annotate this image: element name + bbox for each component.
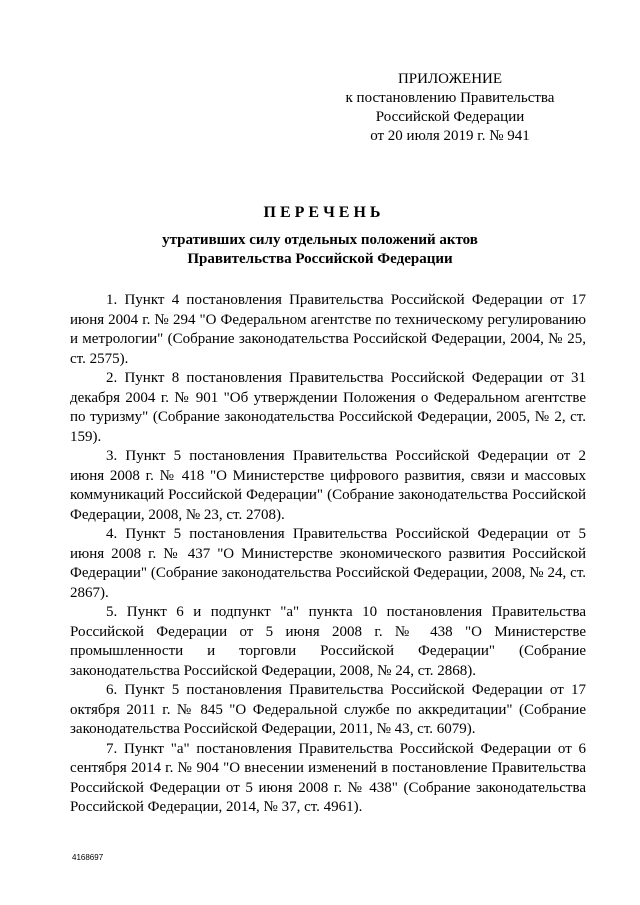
appendix-resolution-line: к постановлению Правительства [345, 90, 555, 106]
appendix-date-number: от 20 июля 2019 г. № 941 [370, 128, 530, 144]
list-item: 2. Пункт 8 постановления Правительства Российской Федерации от 31 декабря 2004 г. № 901 "Об утверждении Положения о Федеральном агентстве по туризму" (Собрание законодательства Российской Федерации, 2005, № 2, ст. 159). [70, 370, 586, 445]
document-subtitle [0, 231, 640, 269]
subtitle-line-2: Правительства Российской Федерации [187, 251, 453, 267]
list-item: 5. Пункт 6 и подпункт "а" пункта 10 постановления Правительства Российской Федерации от 5 июня 2008 г. № 438 "О Министерстве промышленности и торговли Российской Федерации" (Собрание законодательства Российской Федерации, 2008, № 24, ст. 2868). [70, 604, 586, 679]
list-item: 7. Пункт "а" постановления Правительства Российской Федерации от 6 сентября 2014 г. № 904 "О внесении изменений в постановление Правительства Российской Федерации от 5 июня 2008 г. № 438" (Собрание законодательства Российской Федерации, 2014, № 37, ст. 4961). [70, 740, 586, 815]
items-list [70, 291, 586, 818]
list-item: 6. Пункт 5 постановления Правительства Российской Федерации от 17 октября 2011 г. № 845 "О Федеральной службе по аккредитации" (Собрание законодательства Российской Федерации, 2011, № 43, ст. 6079). [70, 682, 586, 737]
subtitle-line-1: утративших силу отдельных положений актов [162, 232, 478, 248]
document-title: ПЕРЕЧЕНЬ [263, 204, 385, 221]
appendix-government-line: Российской Федерации [375, 109, 525, 125]
list-item: 4. Пункт 5 постановления Правительства Российской Федерации от 5 июня 2008 г. № 437 "О Министерстве экономического развития Российской Федерации" (Собрание законодательства Российской Федерации, 2008, № 24, ст. 2867). [70, 526, 586, 601]
appendix-header [330, 70, 570, 146]
document-code: 4168697 [72, 853, 104, 862]
appendix-label: ПРИЛОЖЕНИЕ [397, 71, 503, 87]
list-item: 1. Пункт 4 постановления Правительства Российской Федерации от 17 июня 2004 г. № 294 "О Федеральном агентстве по техническому регулированию и метрологии" (Собрание законодательства Российской Федерации, 2004, № 25, ст. 2575). [70, 292, 586, 367]
list-item: 3. Пункт 5 постановления Правительства Российской Федерации от 2 июня 2008 г. № 418 "О Министерстве цифрового развития, связи и массовых коммуникаций Российской Федерации" (Собрание законодательства Российской Федерации, 2008, № 23, ст. 2708). [70, 448, 586, 523]
